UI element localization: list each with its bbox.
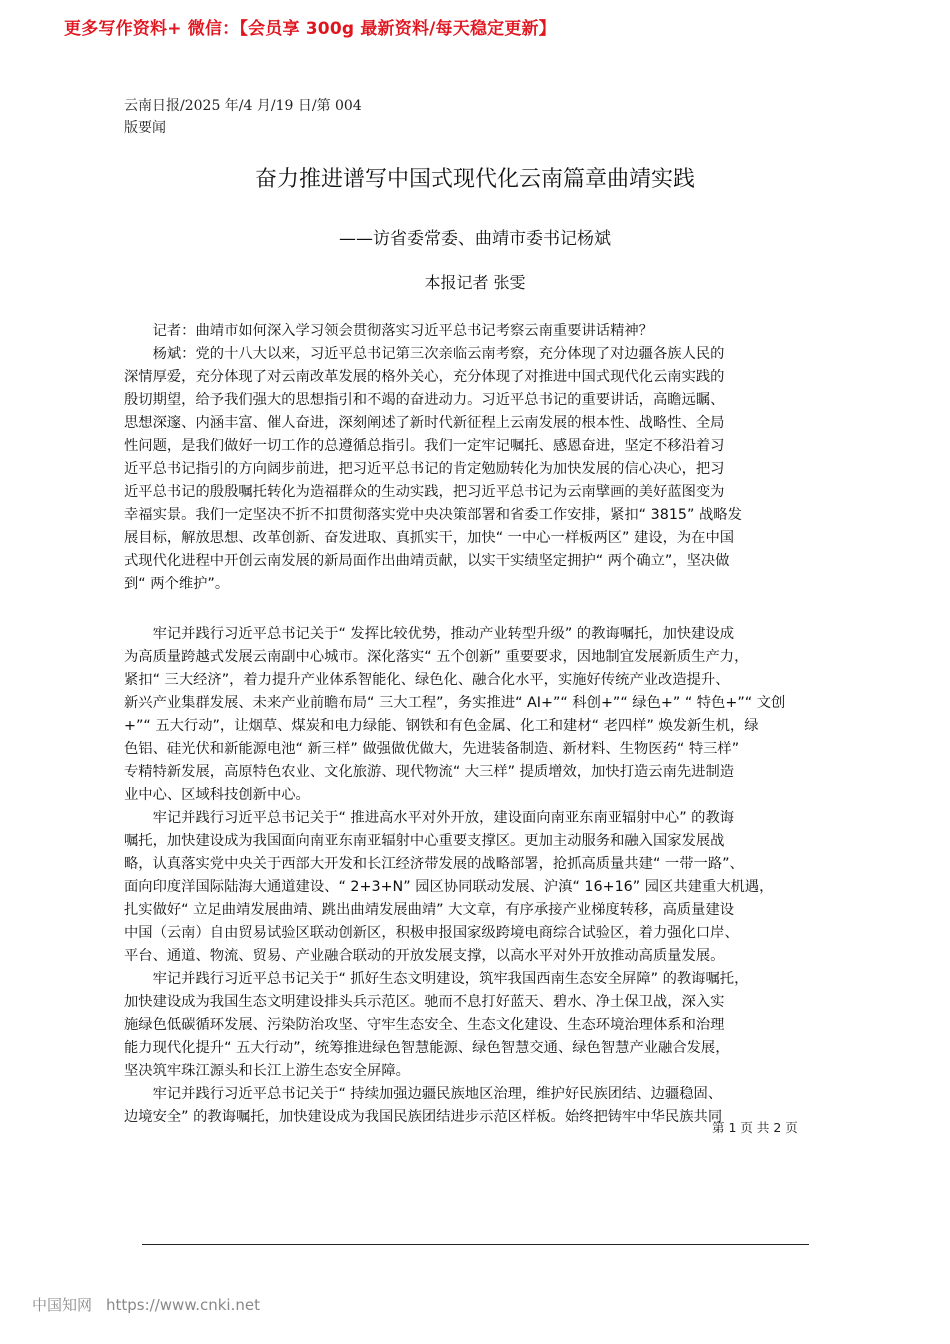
body-line: 嘱托，加快建设成为我国面向南亚东南亚辐射中心重要支撑区。更加主动服务和融入国家发展战 [124,833,725,849]
body-line: 平台、通道、物流、贸易、产业融合联动的开放发展支撑，以高水平对外开放推动高质量发展。 [124,948,725,964]
footer-divider [142,1244,809,1245]
body-line: 为高质量跨越式发展云南副中心城市。深化落实“ 五个创新” 重要要求，因地制宜发展新质生产力， [124,649,749,665]
site-name: 中国知网 [32,1296,93,1314]
body-line: 施绿色低碳循环发展、污染防治攻坚、守牢生态安全、生态文化建设、生态环境治理体系和治理 [124,1017,725,1033]
body-line: 记者：曲靖市如何深入学习领会贯彻落实习近平总书记考察云南重要讲话精神？ [124,323,653,339]
source-section: 版要闻 [124,120,166,136]
body-line: 性问题，是我们做好一切工作的总遵循总指引。我们一定牢记嘱托、感恩奋进，坚定不移沿着习 [124,438,725,454]
body-line: 展目标，解放思想、改革创新、奋发进取、真抓实干，加快“ 一中心一样板两区” 建设，为在中国 [124,530,735,546]
article-subtitle: ——访省委常委、曲靖市委书记杨斌 [339,229,611,249]
body-line: 近平总书记的殷殷嘱托转化为造福群众的生动实践，把习近平总书记为云南擘画的美好蓝图变为 [124,484,725,500]
body-line: 加快建设成为我国生态文明建设排头兵示范区。驰而不息打好蓝天、碧水、净土保卫战，深入实 [124,994,725,1010]
body-line: 新兴产业集群发展、未来产业前瞻布局“ 三大工程”，务实推进“ AI+”“ 科创+”“ 绿色+” “ 特色+”“ 文创 [124,695,786,711]
body-line: 边境安全” 的教诲嘱托，加快建设成为我国民族团结进步示范区样板。始终把铸牢中华民族共同 [124,1109,723,1125]
body-line: 杨斌：党的十八大以来，习近平总书记第三次亲临云南考察，充分体现了对边疆各族人民的 [124,346,725,362]
body-line: 业中心、区域科技创新中心。 [124,787,310,803]
body-line: 到“ 两个维护”。 [124,576,230,592]
body-line: 近平总书记指引的方向阔步前进，把习近平总书记的肯定勉励转化为加快发展的信心决心，把习 [124,461,725,477]
article-author: 本报记者 张雯 [424,273,526,292]
body-line: 略，认真落实党中央关于西部大开发和长江经济带发展的战略部署，抢抓高质量共建“ 一带一路”、 [124,856,744,872]
site-url[interactable]: https://www.cnki.net [106,1296,260,1314]
body-line: 能力现代化提升“ 五大行动”，统筹推进绿色智慧能源、绿色智慧交通、绿色智慧产业融合发展， [124,1040,730,1056]
body-line: 深情厚爱，充分体现了对云南改革发展的格外关心，充分体现了对推进中国式现代化云南实践的 [124,369,725,385]
body-line: 色铝、硅光伏和新能源电池“ 新三样” 做强做优做大，先进装备制造、新材料、生物医药“ 特三样” [124,741,740,757]
body-line: 牢记并践行习近平总书记关于“ 推进高水平对外开放，建设面向南亚东南亚辐射中心” 的教诲 [124,810,735,826]
body-line: 扎实做好“ 立足曲靖发展曲靖、跳出曲靖发展曲靖” 大文章，有序承接产业梯度转移，高质量建设 [124,902,735,918]
paragraph-gap [124,596,844,623]
body-line: 牢记并践行习近平总书记关于“ 持续加强边疆民族地区治理，维护好民族团结、边疆稳固、 [124,1086,723,1102]
body-line: +”“ 五大行动”，让烟草、煤炭和电力绿能、钢铁和有色金属、化工和建材“ 老四样” 焕发新生机，绿 [124,718,759,734]
promo-banner: 更多写作资料+ 微信：【会员享 300g 最新资料/每天稳定更新】 [64,19,556,39]
source-line: 云南日报/2025 年/4 月/19 日/第 004 [124,98,362,114]
article-title: 奋力推进谱写中国式现代化云南篇章曲靖实践 [254,167,695,192]
body-line: 思想深邃、内涵丰富、催人奋进，深刻阐述了新时代新征程上云南发展的根本性、战略性、全局 [124,415,725,431]
body-line: 殷切期望，给予我们强大的思想指引和不竭的奋进动力。习近平总书记的重要讲话，高瞻远瞩、 [124,392,725,408]
body-line: 专精特新发展，高原特色农业、文化旅游、现代物流“ 大三样” 提质增效，加快打造云南先进制造 [124,764,735,780]
body-line: 牢记并践行习近平总书记关于“ 抓好生态文明建设，筑牢我国西南生态安全屏障” 的教诲嘱托， [124,971,749,987]
body-line: 牢记并践行习近平总书记关于“ 发挥比较优势，推动产业转型升级” 的教诲嘱托，加快建设成 [124,626,735,642]
footer-watermark [32,1294,260,1315]
body-line: 坚决筑牢珠江源头和长江上游生态安全屏障。 [124,1063,410,1079]
body-line: 中国（云南）自由贸易试验区联动创新区，积极申报国家级跨境电商综合试验区，着力强化口岸、 [124,925,739,941]
body-line: 面向印度洋国际陆海大通道建设、“ 2+3+N” 园区协同联动发展、沪滇“ 16+16” 园区共建重大机遇， [124,879,774,895]
page-number: 第 1 页 共 2 页 [712,1120,798,1135]
body-line: 紧扣“ 三大经济”，着力提升产业体系智能化、绿色化、融合化水平，实施好传统产业改造提升、 [124,672,730,688]
body-line: 幸福实景。我们一定坚决不折不扣贯彻落实党中央决策部署和省委工作安排，紧扣“ 3815” 战略发 [124,507,742,523]
article-body [124,320,844,1129]
body-line: 式现代化进程中开创云南发展的新局面作出曲靖贡献，以实干实绩坚定拥护“ 两个确立”，坚决做 [124,553,730,569]
